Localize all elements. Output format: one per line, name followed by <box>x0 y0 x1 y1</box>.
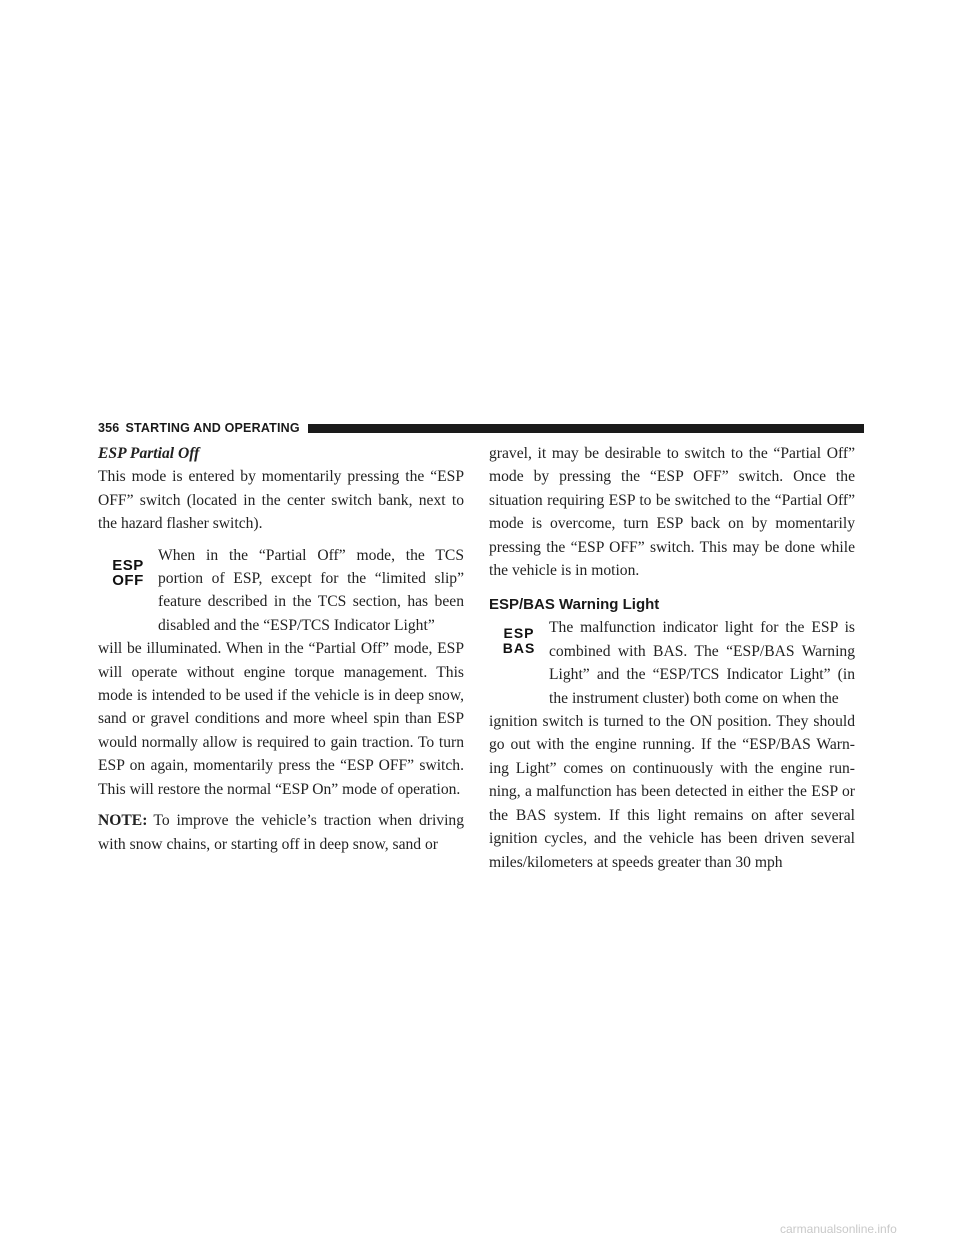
section-title: STARTING AND OPERATING <box>125 421 300 435</box>
right-column <box>489 442 855 874</box>
icon-cell <box>98 544 158 588</box>
esp-off-icon-block <box>98 544 464 638</box>
paragraph-mode-entry: This mode is entered by momentarily pressing the “ESP OFF” switch (located in the center switch bank, next to the hazard flasher switch). <box>98 468 464 533</box>
subheading-esp-partial-off: ESP Partial Off <box>98 445 200 462</box>
esp-bas-icon-line1: ESP <box>503 625 535 642</box>
paragraph-malfunction-rest: ignition switch is turned to the ON position. They should go out with the engine running. If the “ESP/BAS Warn- ing Light” comes on continuously with the engine run- ning, a malfunction has been detected in either the ESP or the BAS system. If this light remains on after several ignition cycles, and the vehicle has been driven several miles/kilometers at speeds greater than 30 mph <box>489 713 855 871</box>
esp-bas-icon-line2: BAS <box>502 640 536 657</box>
left-column <box>98 442 464 856</box>
header-rule <box>308 424 864 433</box>
note-text: To improve the vehicle’s traction when driving with snow chains, or starting off in deep snow, sand or <box>98 812 464 853</box>
page-number: 356 <box>98 421 120 435</box>
paragraph-partial-off-rest: will be illuminated. When in the “Partial Off” mode, ESP will operate without engine torque management. This mode is intended to be used if the vehicle is in deep snow, sand or gravel conditions and more wheel spin than ESP would normally allow is required to gain traction. To turn ESP on again, momentarily press the “ESP OFF” switch. This will restore the normal “ESP On” mode of operation. <box>98 640 464 798</box>
page-header <box>98 418 864 438</box>
subheading-esp-bas-warning-light: ESP/BAS Warning Light <box>489 596 660 614</box>
paragraph-partial-off-wrapped: When in the “Partial Off” mode, the TCS portion of ESP, except for the “limited slip” feature described in the TCS section, has been disabled and the “ESP/TCS Indicator Light” <box>158 546 464 634</box>
esp-off-icon-line1: ESP <box>112 556 144 574</box>
esp-off-icon-line2: OFF <box>112 571 144 589</box>
icon-cell <box>489 616 549 656</box>
paragraph-malfunction-wrapped: The malfunction indicator light for the ESP is combined with BAS. The “ESP/BAS Warning Light” and the “ESP/TCS Indicator Light” (in the instrument cluster) both come on when the <box>549 619 855 707</box>
note-label: NOTE: <box>98 812 148 830</box>
esp-bas-icon-block <box>489 616 855 710</box>
header-text <box>98 421 300 435</box>
paragraph-gravel-continuation: gravel, it may be desirable to switch to the “Partial Off” mode by pressing the “ESP OFF” switch. Once the situation requiring ESP to be switched to the “Partial Off” mode is overcome, turn ESP back on by momentarily pressing the “ESP OFF” switch. This may be done while the vehicle is in motion. <box>489 445 855 580</box>
esp-off-icon <box>112 558 144 588</box>
esp-bas-icon <box>503 626 536 656</box>
watermark: carmanualsonline.info <box>780 1222 897 1236</box>
note-paragraph <box>98 809 464 856</box>
